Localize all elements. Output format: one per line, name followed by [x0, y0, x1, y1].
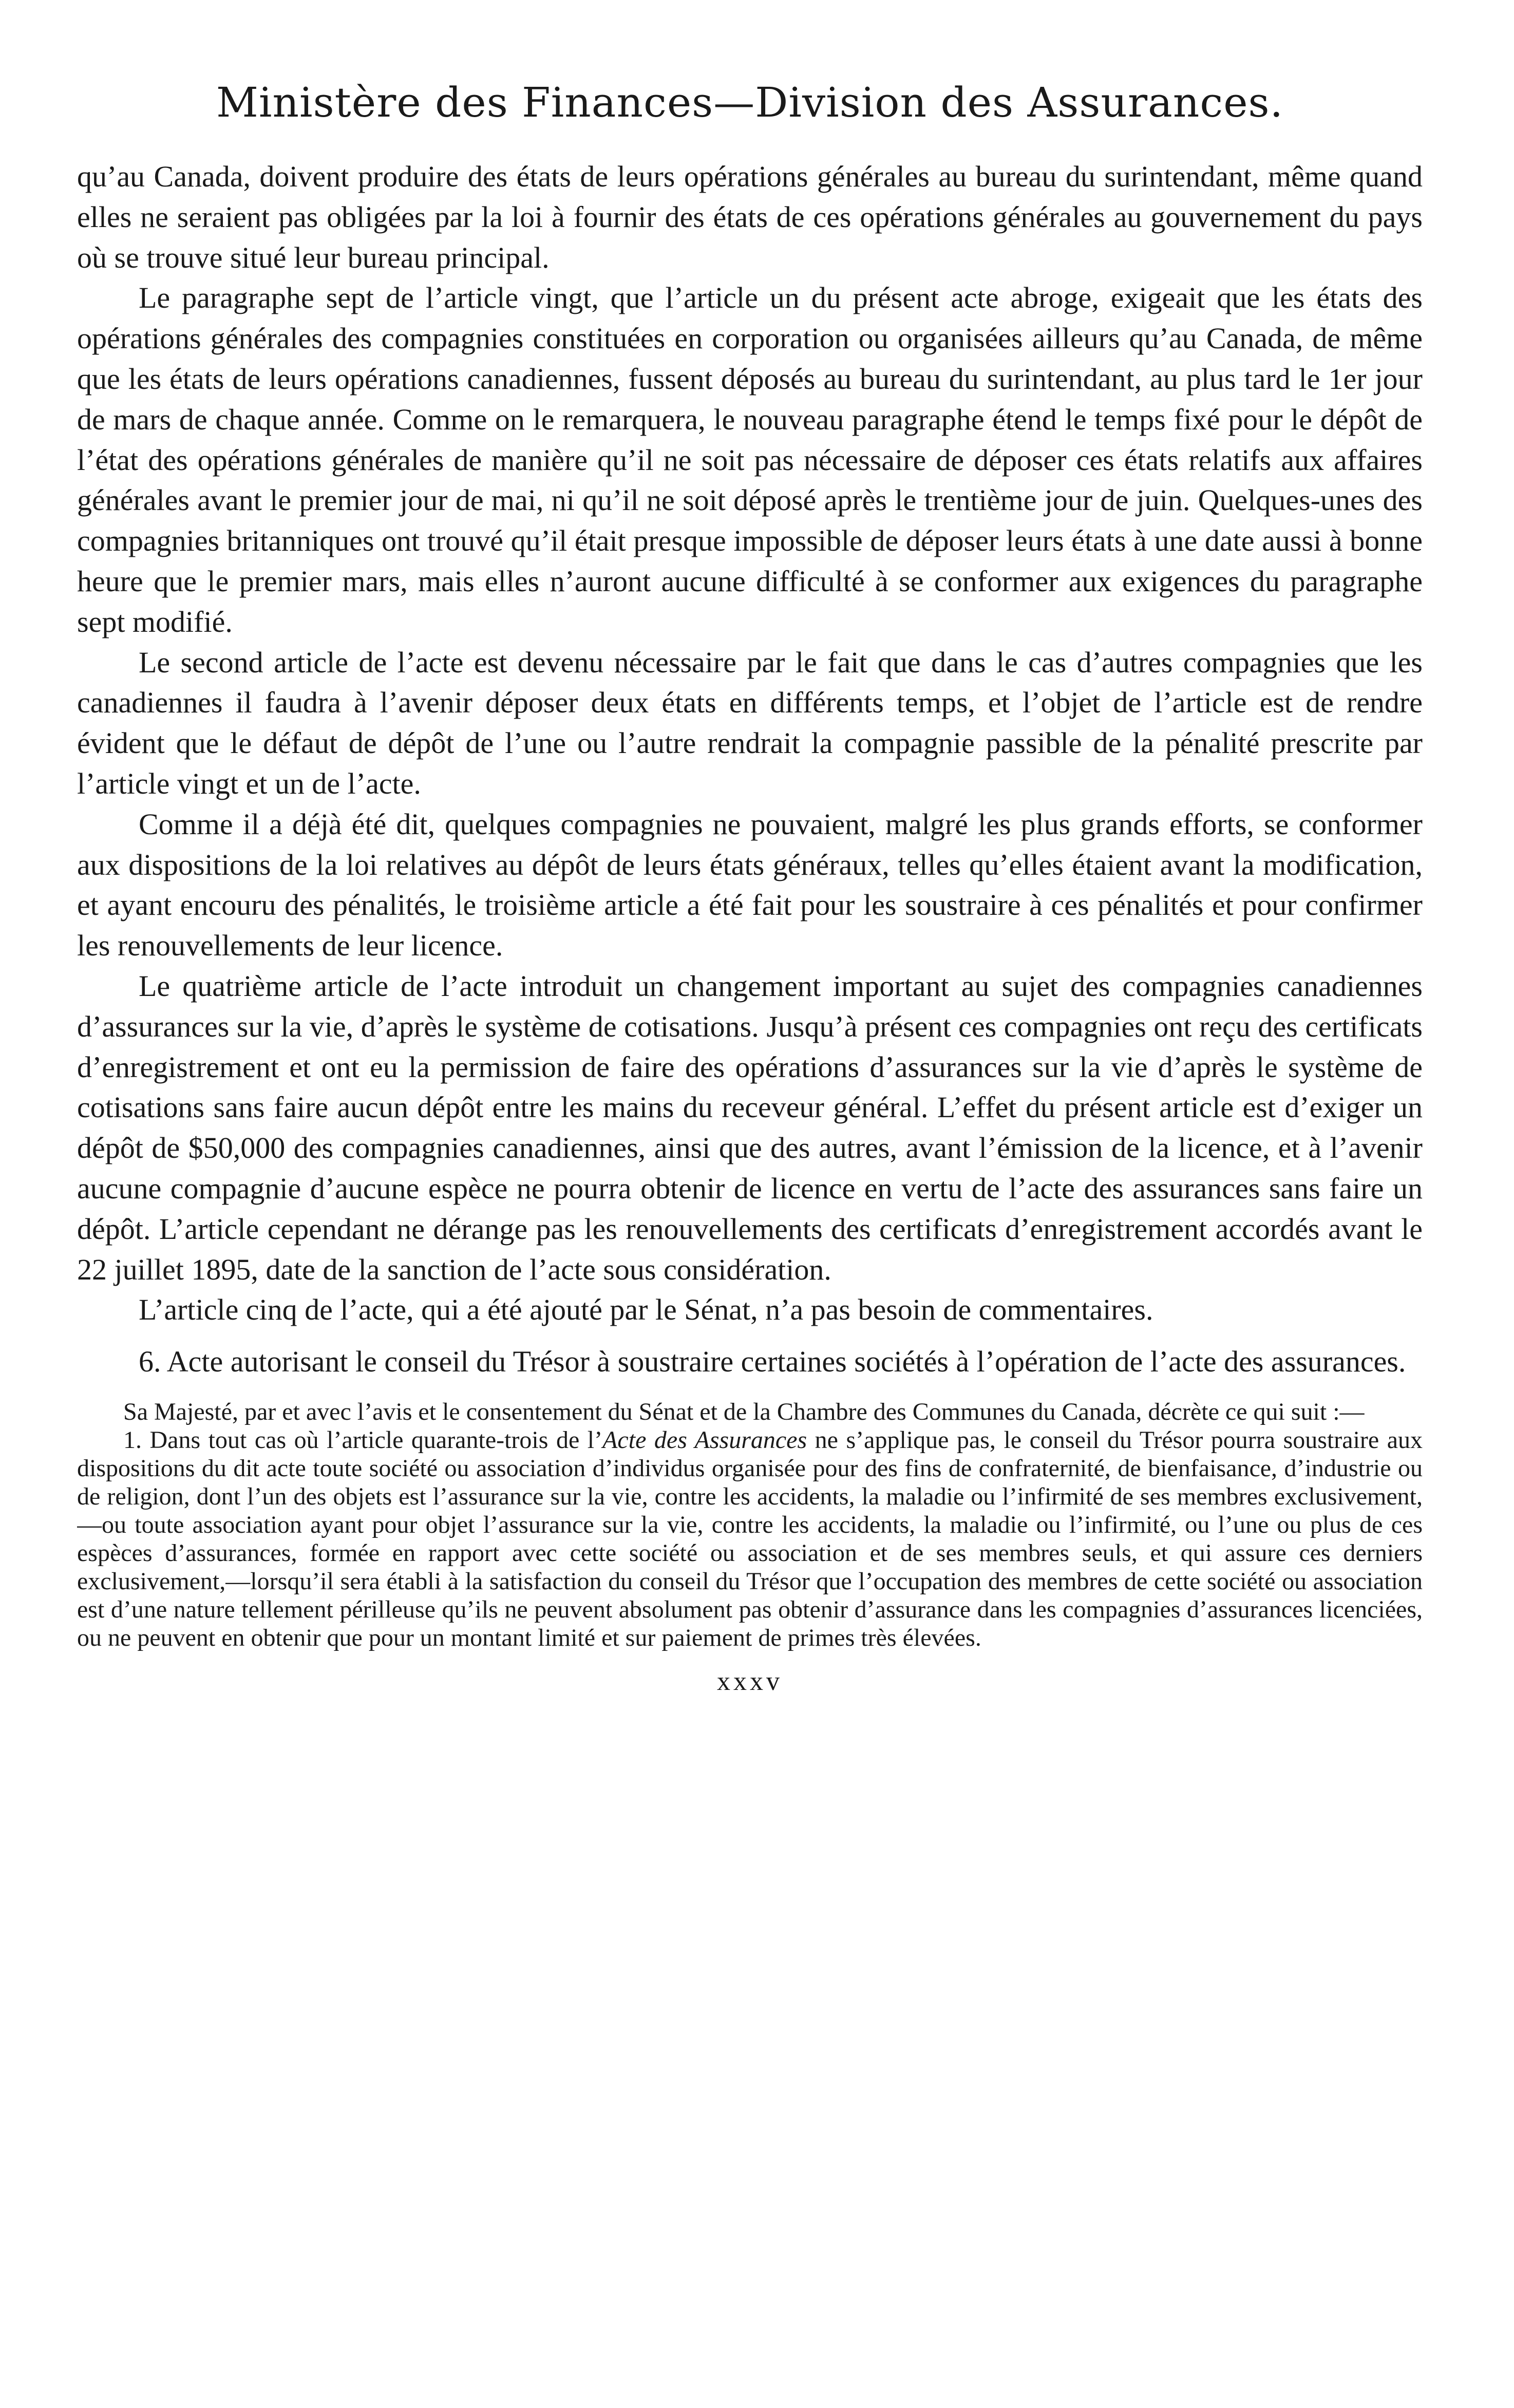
clause-rest: ne s’applique pas, le conseil du Trésor pourra soustraire aux dispositions du dit acte toute société ou association d’individus organisée pour des fins de confraternité, de bienfaisance, d’industrie ou de religion, dont l’un des objets est l’assurance sur la vie, contre les accidents, la maladie ou l’infirmité de ses membres exclusivement,—ou toute association ayant pour objet l’assurance sur la vie, contre les accidents, la maladie ou l’infirmité, ou l’une ou plus de ces espèces d’assurances, formée en rapport avec cette société ou association et de ses membres seuls, et qui assure ces derniers exclusivement,—lorsqu’il sera établi à la satisfaction du conseil du Trésor que l’occupation des membres de cette société ou association est d’une nature tellement périlleuse qu’ils ne peuvent absolument pas obtenir d’assurance dans les compagnies d’assurances licenciées, ou ne peuvent en obtenir que pour un montant limité et sur paiement de primes très élevées. — [77, 1426, 1423, 1651]
paragraph-article-three: Comme il a déjà été dit, quelques compagnies ne pouvaient, malgré les plus grands efforts, se conformer aux dispositions de la loi relatives au dépôt de leurs états généraux, telles qu’elles étaient avant la modification, et ayant encouru des pénalités, le troisième article a été fait pour les soustraire à ces pénalités et pour confirmer les renouvellements de leur licence. — [77, 807, 1423, 963]
statute-text — [77, 1398, 1423, 1652]
paragraph-article-five: L’article cinq de l’acte, qui a été ajouté par le Sénat, n’a pas besoin de commentaires. — [139, 1293, 1153, 1327]
section-heading: 6. Acte autorisant le conseil du Trésor à soustraire certaines sociétés à l’opération de l’acte des assurances. — [139, 1345, 1406, 1379]
paragraph-continuation: qu’au Canada, doivent produire des états de leurs opérations générales au bureau du surintendant, même quand elles ne seraient pas obligées par la loi à fournir des états de ces opérations générales au gouvernement du pays où se trouve situé leur bureau principal. — [77, 160, 1423, 274]
clause-prefix: 1. Dans tout cas où l’article quarante-trois de l’ — [123, 1426, 603, 1454]
document-page — [77, 77, 1423, 2347]
paragraph-article-one: Le paragraphe sept de l’article vingt, que l’article un du présent acte abroge, exigeait que les états des opérations générales des compagnies constituées en corporation ou organisées ailleurs qu’au Canada, de même que les états de leurs opérations canadiennes, fussent déposés au bureau du surintendant, au plus tard le 1er jour de mars de chaque année. Comme on le remarquera, le nouveau paragraphe étend le temps fixé pour le dépôt de l’état des opérations générales de manière qu’il ne soit pas nécessaire de déposer ces états relatifs aux affaires générales avant le premier jour de mai, ni qu’il ne soit déposé après le trentième jour de juin. Quelques-unes des compagnies britanniques ont trouvé qu’il était presque impossible de déposer leurs états à une date aussi à bonne heure que le premier mars, mais elles n’auront aucune difficulté à se conformer aux exigences du paragraphe sept modifié. — [77, 281, 1423, 638]
report-body — [77, 157, 1423, 1330]
statute-preamble: Sa Majesté, par et avec l’avis et le consentement du Sénat et de la Chambre des Communes du Canada, décrète ce qui suit :— — [123, 1398, 1365, 1425]
act-title-italic: Acte des Assurances — [602, 1426, 807, 1454]
paragraph-article-two: Le second article de l’acte est devenu nécessaire par le fait que dans le cas d’autres compagnies que les canadiennes il faudra à l’avenir déposer deux états en différents temps, et l’objet de l’article est de rendre évident que le défaut de dépôt de l’une ou l’autre rendrait la compagnie passible de la pénalité prescrite par l’article vingt et un de l’acte. — [77, 645, 1423, 800]
page-number: xxxv — [717, 1666, 783, 1696]
statute-clause-one — [77, 1426, 1423, 1652]
paragraph-article-four: Le quatrième article de l’acte introduit un changement important au sujet des compagnies canadiennes d’assurances sur la vie, d’après le système de cotisations. Jusqu’à présent ces compagnies ont reçu des certificats d’enregistrement et ont eu la permission de faire des opérations d’assurances sur la vie d’après le système de cotisations sans faire aucun dépôt entre les mains du receveur général. L’effet du présent article est d’exiger un dépôt de $50,000 des compagnies canadiennes, ainsi que des autres, avant l’émission de la licence, et à l’avenir aucune compagnie d’aucune espèce ne pourra obtenir de licence en vertu de l’acte des assurances sans faire un dépôt. L’article cependant ne dérange pas les renouvellements des certificats d’enregistrement accordés avant le 22 juillet 1895, date de la sanction de l’acte sous considération. — [77, 969, 1423, 1286]
running-header: Ministère des Finances—Division des Assurances. — [216, 79, 1284, 126]
